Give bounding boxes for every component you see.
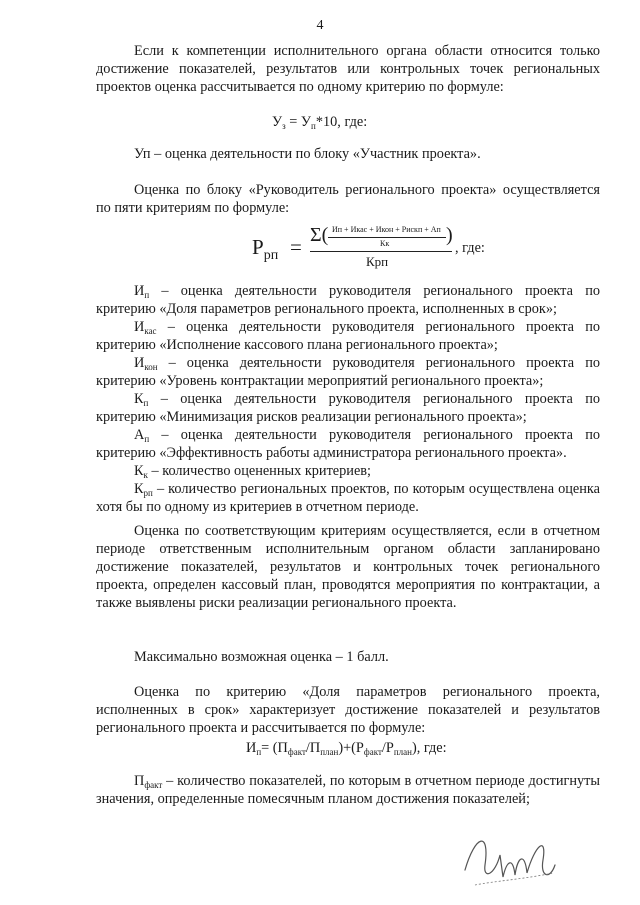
paragraph-rp-intro: Оценка по блоку «Руководитель регионального проекта» осуществляется по пяти критериям по формуле: [96,182,600,216]
formula-rp-denominator: Крп [366,254,389,269]
definitions-list [96,282,600,516]
definition-krp: $К_{рп}$ – количество региональных проектов, по которым осуществлена оценка хотя бы по одному из критериев в отчетном периоде. [96,481,600,515]
formula-rp-sum: Σ( [310,224,329,246]
formula-rp-equals: = [290,235,302,259]
formula-rp-lhs: $Р_{рп}$ [252,235,279,263]
paragraph-criteria-conditions: Оценка по соответствующим критериям осуществляется, если в отчетном периоде ответственным исполнительным органом области запланировано достижение показателей, результатов и контрольных точек регионального проекта, определен кассовый план, проводятся мероприятия по контрактации, а также выявлены риски реализации регионального проекта. [96,523,600,611]
formula-rp-close: ) [446,224,453,246]
definition-pfakt: $П_{факт}$ – количество показателей, по которым в отчетном периоде достигнуты значения, определенные помесячным планом достижения показателей; [96,773,600,807]
formula-uz: $У_з = У_п*10$, где: [272,114,368,131]
formula-rp-inner-numerator: Ип + Икас + Икон + Рискп + Ап [332,225,441,234]
paragraph-max-score: Максимально возможная оценка – 1 балл. [134,649,389,665]
definition-ikas: $И_{кас}$ – оценка деятельности руководителя регионального проекта по критерию «Исполнение кассового плана регионального проекта»; [96,319,600,353]
formula-rp-main-bar [310,251,452,252]
formula-rp-inner-denominator: Кк [380,239,390,248]
formula-rp-tail: , где: [455,240,485,256]
paragraph-intro: Если к компетенции исполнительного органа области относится только достижение показателей, результатов или контрольных точек региональных проектов оценка рассчитывается по одному критерию по формуле: [96,43,600,95]
formula-rp-inner-bar [328,237,446,238]
page-number: 4 [316,18,324,33]
formula-uz-definition: Уп – оценка деятельности по блоку «Участник проекта». [134,146,481,162]
paragraph-criterion-share: Оценка по критерию «Доля параметров регионального проекта, исполненных в срок» характеризует достижение показателей и результатов регионального проекта и рассчитывается по формуле: [96,684,600,736]
definition-ikon: $И_{кон}$ – оценка деятельности руководителя регионального проекта по критерию «Уровень контрактации мероприятий регионального проекта»; [96,355,600,389]
definition-ip: $И_п$ – оценка деятельности руководителя регионального проекта по критерию «Доля параметров регионального проекта, исполненных в срок»; [96,283,600,317]
definition-kp: $К_п$ – оценка деятельности руководителя регионального проекта по критерию «Минимизация рисков реализации регионального проекта»; [96,391,600,425]
definition-kk: $К_к$ – количество оцененных критериев; [134,463,372,480]
signature-mark [455,815,565,895]
definition-ap: $А_п$ – оценка деятельности руководителя регионального проекта по критерию «Эффективность работы администратора регионального проекта». [96,427,600,461]
formula-ip: $И_п= (П_{факт}/П_{план})+(Р_{факт}/Р_{план})$, где: [246,740,447,757]
